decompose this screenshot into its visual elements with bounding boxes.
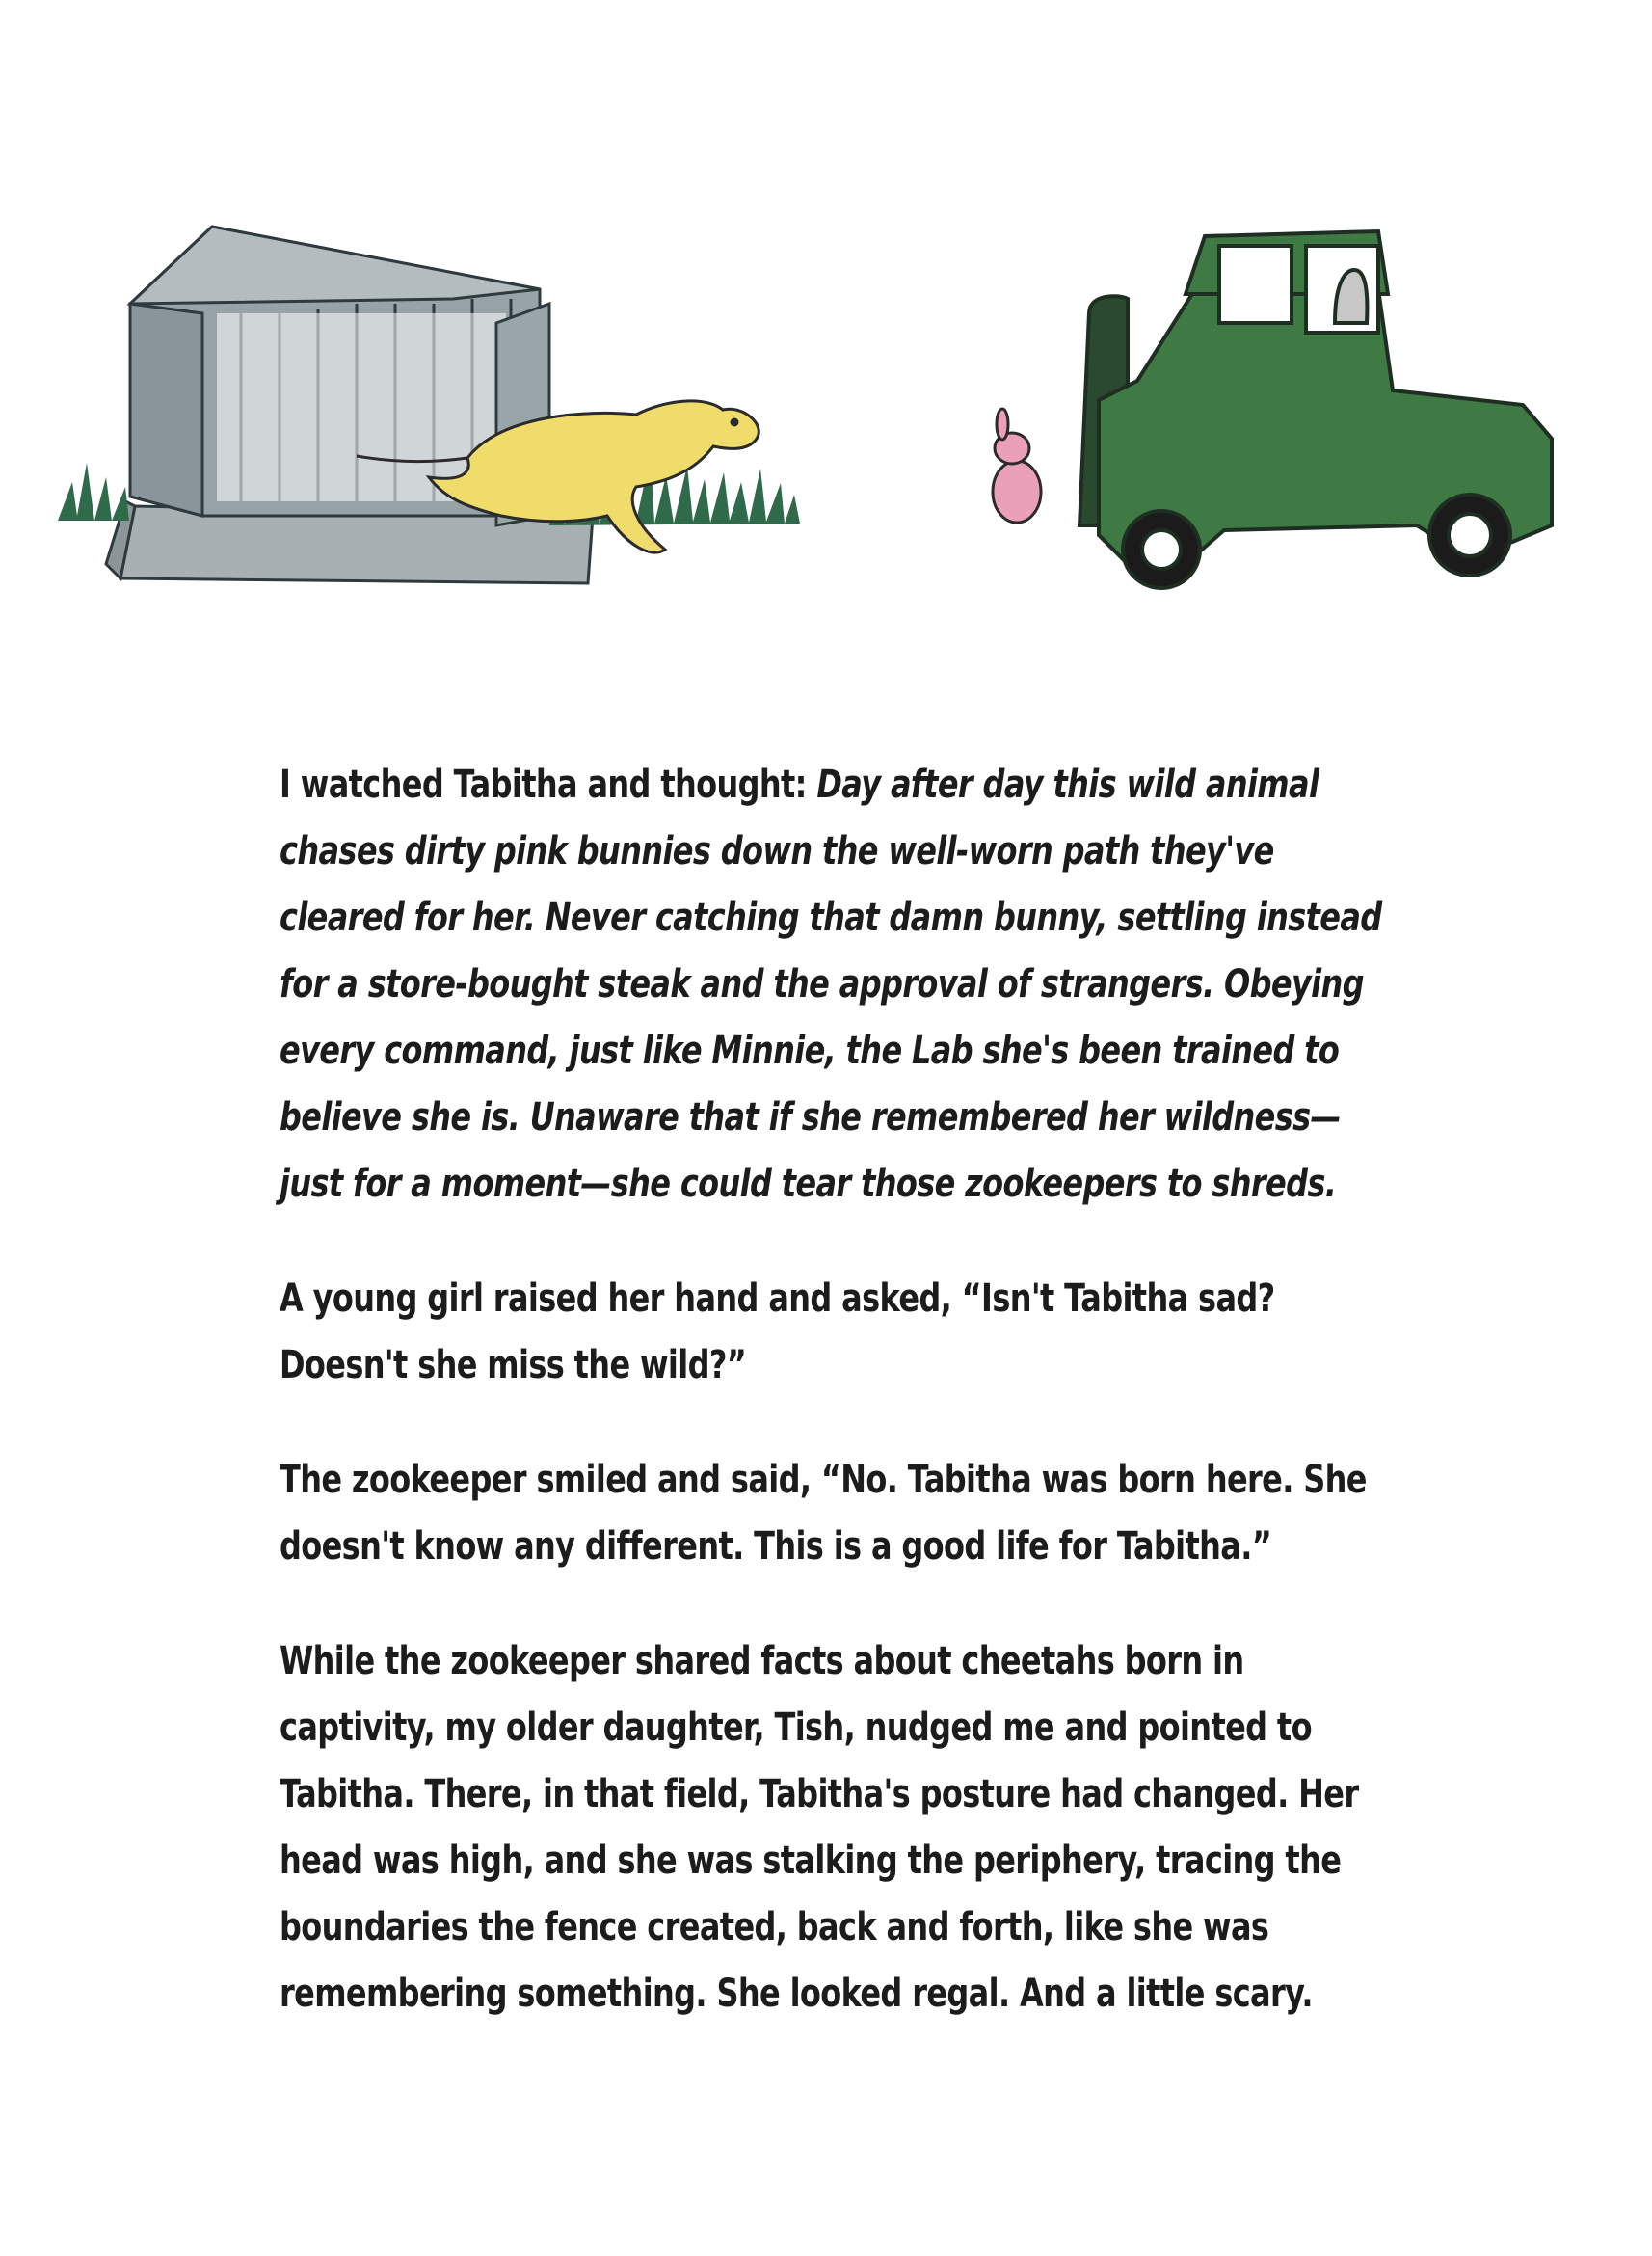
- paragraph-1: [280, 752, 1390, 1218]
- illustration: [48, 207, 1610, 612]
- paragraph-3: The zookeeper smiled and said, “No. Tabitha was born here. She doesn't know any different. This is a good life for Tabitha.”: [280, 1458, 1367, 1569]
- jeep-drawing: [1079, 231, 1552, 588]
- paragraph-1-italic: Day after day this wild animal chases dirty pink bunnies down the well-worn path they've cleared for her. Never catching that damn bunny, settling instead for a store-bought steak and the approval of strangers. Obeying every command, just like Minnie, the Lab she's been trained to believe she is. Unaware that if she remembered her wildness—just for a moment—she could tear those zookeepers to shreds.: [280, 763, 1382, 1206]
- paragraph-2: A young girl raised her hand and asked, “Isn't Tabitha sad? Doesn't she miss the wild?”: [280, 1276, 1275, 1387]
- cage-drawing: [106, 227, 593, 583]
- paragraph-4: While the zookeeper shared facts about cheetahs born in captivity, my older daughter, Tish, nudged me and pointed to Tabitha. There, in that field, Tabitha's posture had changed. Her head was high, and she was stalking the periphery, tracing the boundaries the fence created, back and forth, like she was remembering something. She looked regal. And a little scary.: [280, 1639, 1359, 2016]
- bunny-drawing: [993, 409, 1041, 523]
- paragraph-1-lead: I watched Tabitha and thought:: [280, 763, 817, 807]
- story-text: [280, 752, 1388, 2076]
- zoo-scene-drawing: [48, 207, 1610, 612]
